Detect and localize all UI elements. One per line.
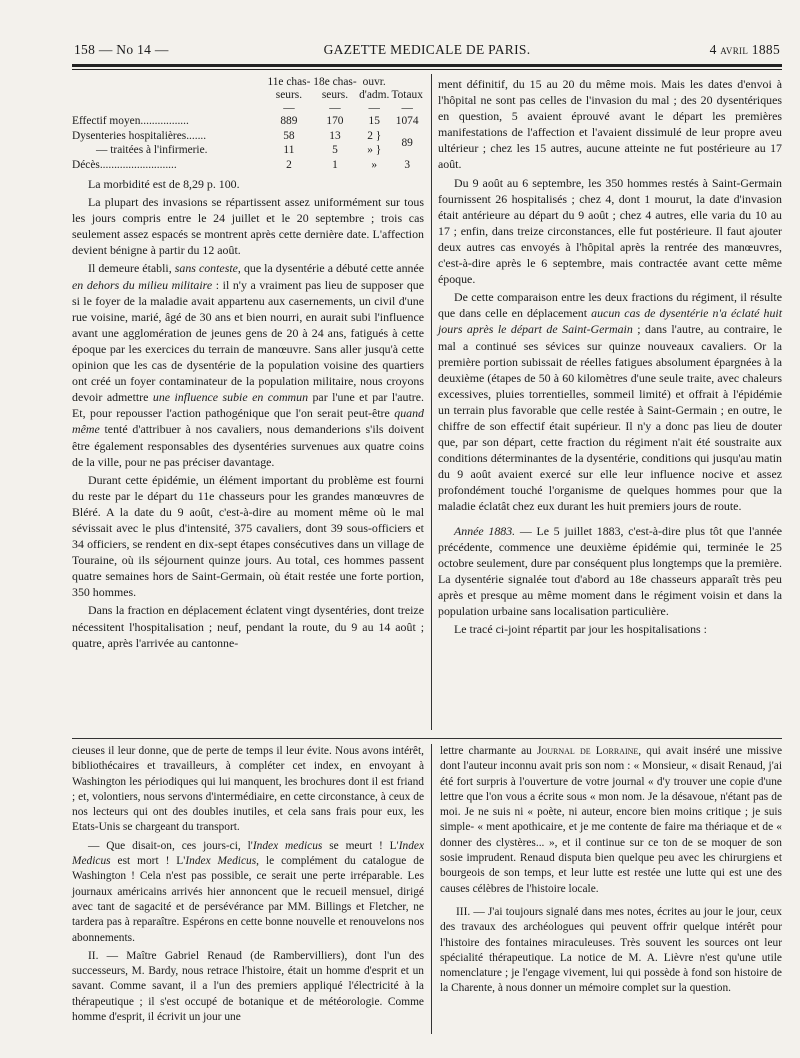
table-row: Décès........................... 2 1 » 3 (72, 158, 411, 171)
col-header-totaux: Totaux (391, 89, 423, 101)
table-row: Dysenteries hospitalières....... 58 13 2 } 89 (72, 129, 413, 149)
issue-date: 4 avril 1885 (709, 42, 780, 57)
table-dash-row: — — — — (283, 102, 413, 114)
column-divider-bottom (431, 744, 432, 1034)
table-header-row (72, 76, 424, 102)
column-divider (431, 74, 432, 730)
table-row: Effectif moyen................. 889 170 15 1074 (72, 115, 419, 127)
col-header-18e: 18e chas- seurs. (313, 76, 357, 101)
paragraph: lettre charmante au Journal de Lorraine, qui avait inséré une missive dont l'auteur inconnu avait pris son nom : « Monsieur, « disait Renaud, j'ai été fort surpris à l'ouverture de votre journal « d'y trouver une copie d'une lettre que l'on vous a écrite sous « mon nom. Je la désavoue, n'étant pas de moi. Je ne suis ni « poète, ni auteur, encore bien moins critique ; je suis simple- « ment apothicaire, et je me contente de faire ma thériaque et de « donner des clystères... », et il continue sur ce ton de se moquer de son sosie imprudent. Renaud disputa bien quelque peu avec les chirurgiens et bourgeois de son temps, et leur lutte est restée une lutte qui est une des causes célèbres de l'histoire locale. (440, 745, 783, 895)
paragraph: De cette comparaison entre les deux fractions du régiment, il résulte que dans celle en déplacement aucun cas de dysentérie n'a éclaté huit jours après le départ de Saint-Germain ; dans l'autre, au contraire, le mal a continué ses sévices sur quinze nouveaux cavaliers. Or la première portion subissait de réelles fatigues absolument épargnées à la deuxième (étapes de 50 à 60 kilomètres d'une seule traite, avec chaleurs excessives, pluies torrentielles, sommeil limité) et offrait à l'épidémie un terrain plus favorable que celle restée à Saint-Germain ; en outre, le chiffre de son effectif était supérieur. Il n'y a donc pas lieu de douter que, par son départ, cette fraction du régiment n'ait été soustraite aux conditions déterminantes de la dysentérie, conditions qui jusqu'au matin du 9 août avaient exercé sur elle leur influence nocive et assez profondément touché l'organisme de quelques hommes pour que la maladie éclatât chez eux durant les huit premiers jours de route. (438, 290, 782, 514)
col-header-ouvr: ouvr. d'adm. (359, 76, 390, 101)
paragraph: Dans la fraction en déplacement éclatent vingt dysentéries, dont treize nécessitent l'hospitalisation ; neuf, pendant la route, du 9 au 14 août ; quatre, après l'arrivée au cantonne- (72, 603, 424, 650)
journal-title: GAZETTE MEDICALE DE PARIS. (323, 42, 531, 57)
paragraph: Il demeure établi, sans conteste, que la dysentérie a débuté cette année en dehors du milieu militaire : il n'y a vraiment pas lieu de supposer que si le foyer de la maladie avait appartenu aux casernements, un civil d'une rue voisine, marié, âgé de 30 ans et bien nourri, en aurait subi l'influence avant une agglomération de jeunes gens de 20 à 24 ans, fatigués à cette époque par les exercices du terrain de manœuvre. Sans aller jusqu'à cette opinion que les cas de dysentérie de la population voisine des quartiers ont créé un foyer contaminateur de la population militaire, nous croyons devoir admettre une influence subie en commun par l'une et par l'autre. Et, pour repousser l'action pathogénique que l'on serait peut-être quand même tenté d'attribuer à nos cavaliers, nous demanderions s'ils doivent être également responsables des dysentéries survenues aux quatre coins de la ville, pour ne pas préciser davantage. (72, 261, 425, 469)
bottom-right-column (440, 744, 782, 997)
paragraph: — Que disait-on, ces jours-ci, l'Index medicus se meurt ! L'Index Medicus est mort ! L'Index Medicus, le complément du catalogue de Washington ! Cela n'est pas possible, ce serait une perte irréparable. Les journaux américains arrivés hier annoncent que le recueil mensuel, dirigé avec tant de sagacité et de persévérance par MM. Billings et Fletcher, ne tardera pas à reparaître. Espérons en cette bonne nouvelle et renouvelons nos abonnements. (72, 839, 424, 944)
page-number: 158 — No 14 — (74, 42, 169, 57)
paragraph: cieuses il leur donne, que de perte de temps il leur évite. Nous avons intérêt, bibliothécaires et travailleurs, à compléter cet index, en envoyant à Washington les périodiques qui lui manquent, les brochures dont il est friand ; et, volontiers, nous servons d'intermédiaire, en cette circonstance, à ceux de nos lecteurs qui ont des doubles inutiles, et cela sans frais pour eux, les Etats-Unis se chargeant du transport. (72, 745, 424, 834)
header-rule-thin (72, 69, 782, 70)
statistics-table (72, 76, 424, 172)
paragraph: III. — J'ai toujours signalé dans mes notes, écrites au jour le jour, ceux des travaux des archéologues qui peuvent offrir quelque intérêt pour l'histoire des fontaines miraculeuses. Très souvent les sources ont leur spécialité thérapeutique. La notice de M. A. Lièvre n'est qu'une utile nomenclature ; je l'engage vivement, lui qui possède à fond son histoire de la Charente, à nous donner un mémoire complet sur la question. (440, 905, 782, 995)
left-column (72, 76, 424, 651)
paragraph: Le tracé ci-joint répartit par jour les hospitalisations : (454, 622, 707, 637)
paragraph: Durant cette épidémie, un élément important du problème est fourni du reste par le départ du 11e chasseurs pour les grandes manœuvres de Bléré. A la date du 9 août, c'est-à-dire au moment même où le mal sévissait avec le plus d'intensité, 375 cavaliers, dont 39 sous-officiers et 34 officiers, se rendent en dix-sept étapes consécutives dans un village de Touraine, où ils séjournent quinze jours. Au total, ces hommes passent quatre semaines hors de Saint-Germain, où était restée une forte portion, 350 hommes. (72, 472, 424, 600)
bottom-left-column (72, 744, 424, 1025)
table-row: — traitées à l'infirmerie. 11 5 » } (96, 144, 382, 156)
col-header-11e: 11e chas- seurs. (267, 76, 311, 101)
paragraph: Année 1883. — Le 5 juillet 1883, c'est-à-dire plus tôt que l'année précédente, commence une deuxième épidémie qui, terminée le 25 octobre seulement, dure par conséquent plus longtemps que la première. La dysentérie signalée tout d'abord au 18e chasseurs apparaît très peu après et presque au même moment dans le régiment voisin et dans la population urbaine sans localisation particulière. (438, 523, 783, 618)
right-column (438, 76, 782, 637)
header-rule (72, 64, 782, 67)
paragraph: La plupart des invasions se répartissent assez uniformément sur tous les jours compris entre le 24 juillet et le 20 septembre ; trois cas seulement assez espacés se montrent après cette dernière date. L'affection devient bénigne à partir du 12 août. (72, 195, 424, 258)
feuilleton-rule (72, 738, 782, 739)
paragraph: Du 9 août au 6 septembre, les 350 hommes restés à Saint-Germain fournissent 26 hospitalisés ; chez 4, dont 1 mourut, la date d'invasion était antérieure au départ du 9 août ; chez 4 autres, elle varia du 10 au 17 ; enfin, dans treize circonstances, elle fut postérieure. Il faut ajouter deux autres cas envoyés à l'hôpital après la rentrée des manœuvres, c'est-à-dire après le 6 septembre, mais contractée avant cette même époque. (438, 175, 782, 287)
paragraph: La morbidité est de 8,29 p. 100. (88, 177, 240, 191)
paragraph: ment définitif, du 15 au 20 du même mois. Mais les dates d'envoi à l'hôpital ne sont pas celles de l'invasion du mal ; des 20 dysentériques en question, 5 avaient éprouvé avant le départ les premières manifestations de l'affection et l'avaient dissimulé de leur propre aveu ultérieur ; chez les 15 autres, aucune atteinte ne fut postérieure au 17 août. (438, 77, 782, 172)
running-header (74, 42, 780, 62)
paragraph: II. — Maître Gabriel Renaud (de Rambervilliers), dont l'un des successeurs, M. Bardy, nous retrace l'histoire, était un homme d'esprit et un savant. Comme savant, il a l'un des premiers appliqué l'électricité à la thérapeutique ; il s'est occupé de botanique et de météorologie. Comme homme d'esprit, il écrivit un jour une (72, 949, 424, 1024)
